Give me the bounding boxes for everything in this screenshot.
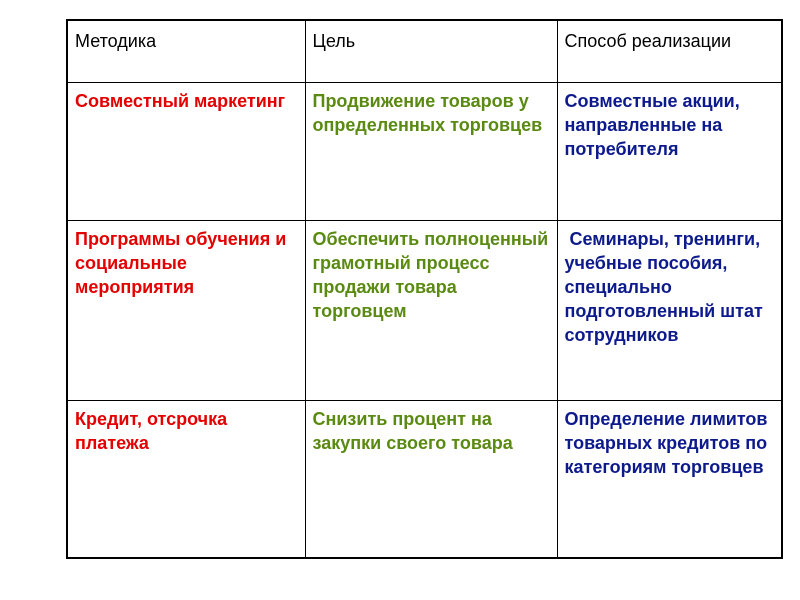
way-cell: Совместные акции, направленные на потребителя — [557, 82, 782, 220]
header-way: Способ реализации — [557, 20, 782, 82]
goal-cell: Продвижение товаров у определенных торговцев — [305, 82, 557, 220]
table-row — [67, 400, 782, 558]
header-method: Методика — [67, 20, 305, 82]
method-cell: Программы обучения и социальные мероприятия — [67, 220, 305, 400]
goal-cell: Снизить процент на закупки своего товара — [305, 400, 557, 558]
methods-table — [66, 19, 783, 559]
method-cell: Совместный маркетинг — [67, 82, 305, 220]
table-row — [67, 82, 782, 220]
table-header-row — [67, 20, 782, 82]
way-cell: Определение лимитов товарных кредитов по категориям торговцев — [557, 400, 782, 558]
goal-cell: Обеспечить полноценный грамотный процесс продажи товара торговцем — [305, 220, 557, 400]
table-row — [67, 220, 782, 400]
way-cell: Семинары, тренинги, учебные пособия, специально подготовленный штат сотрудников — [557, 220, 782, 400]
method-cell: Кредит, отсрочка платежа — [67, 400, 305, 558]
header-goal: Цель — [305, 20, 557, 82]
